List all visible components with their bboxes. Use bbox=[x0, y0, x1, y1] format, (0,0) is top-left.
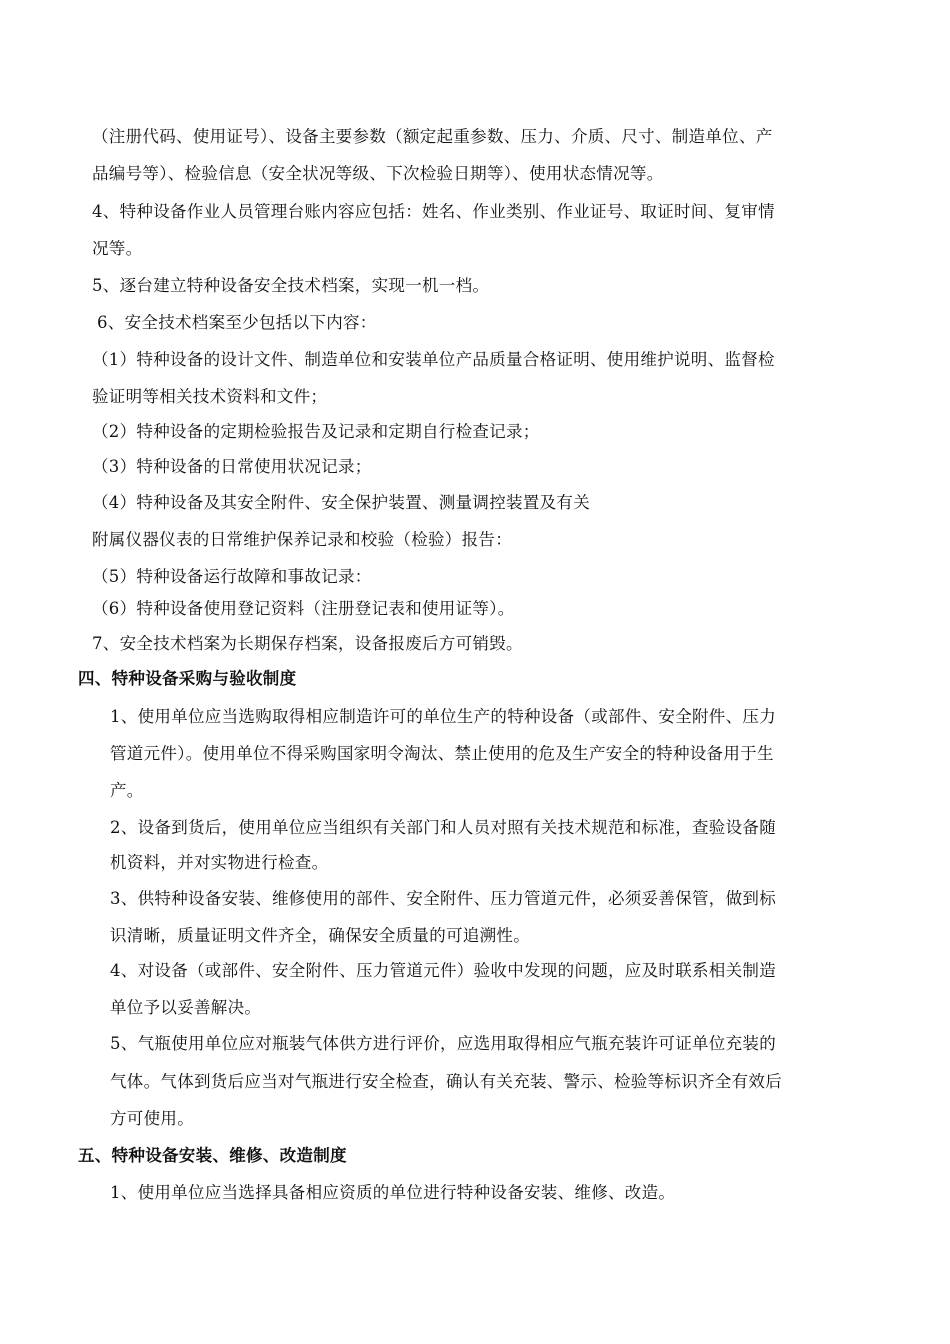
text-line: 5、逐台建立特种设备安全技术档案，实现一机一档。 bbox=[92, 276, 490, 295]
section-heading: 四、特种设备采购与验收制度 bbox=[78, 669, 297, 688]
text-line: 1、使用单位应当选择具备相应资质的单位进行特种设备安装、维修、改造。 bbox=[110, 1183, 676, 1202]
text-line: 4、特种设备作业人员管理台账内容应包括：姓名、作业类别、作业证号、取证时间、复审情 bbox=[92, 202, 775, 221]
section-heading: 五、特种设备安装、维修、改造制度 bbox=[78, 1146, 347, 1165]
text-line: 气体。气体到货后应当对气瓶进行安全检查，确认有关充装、警示、检验等标识齐全有效后 bbox=[110, 1072, 782, 1091]
text-line: 单位予以妥善解决。 bbox=[110, 998, 262, 1017]
text-line: 方可使用。 bbox=[110, 1109, 194, 1128]
text-line: （2）特种设备的定期检验报告及记录和定期自行检查记录； bbox=[92, 422, 540, 441]
text-line: 6、安全技术档案至少包括以下内容： bbox=[97, 313, 377, 332]
text-line: 机资料，并对实物进行检查。 bbox=[110, 853, 329, 872]
text-line: 产。 bbox=[110, 781, 144, 800]
text-line: （4）特种设备及其安全附件、安全保护装置、测量调控装置及有关 bbox=[92, 493, 590, 512]
text-line: 4、对设备（或部件、安全附件、压力管道元件）验收中发现的问题，应及时联系相关制造 bbox=[110, 961, 776, 980]
text-line: （5）特种设备运行故障和事故记录： bbox=[92, 567, 372, 586]
text-line: 识清晰，质量证明文件齐全，确保安全质量的可追溯性。 bbox=[110, 926, 530, 945]
text-line: 1、使用单位应当选购取得相应制造许可的单位生产的特种设备（或部件、安全附件、压力 bbox=[110, 707, 776, 726]
text-line: 2、设备到货后，使用单位应当组织有关部门和人员对照有关技术规范和标准，查验设备随 bbox=[110, 818, 776, 837]
text-line: 验证明等相关技术资料和文件； bbox=[92, 387, 328, 406]
text-line: 况等。 bbox=[92, 239, 143, 258]
text-line: 5、气瓶使用单位应对瓶装气体供方进行评价，应选用取得相应气瓶充装许可证单位充装的 bbox=[110, 1034, 776, 1053]
text-line: 品编号等）、检验信息（安全状况等级、下次检验日期等）、使用状态情况等。 bbox=[92, 164, 664, 183]
text-line: 管道元件）。使用单位不得采购国家明令淘汰、禁止使用的危及生产安全的特种设备用于生 bbox=[110, 744, 774, 763]
text-line: 7、安全技术档案为长期保存档案，设备报废后方可销毁。 bbox=[92, 634, 523, 653]
text-line: 附属仪器仪表的日常维护保养记录和校验（检验）报告： bbox=[92, 530, 512, 549]
text-line: （3）特种设备的日常使用状况记录； bbox=[92, 457, 372, 476]
text-line: （6）特种设备使用登记资料（注册登记表和使用证等）。 bbox=[92, 599, 515, 618]
text-line: （1）特种设备的设计文件、制造单位和安装单位产品质量合格证明、使用维护说明、监督检 bbox=[92, 350, 775, 369]
text-line: 3、供特种设备安装、维修使用的部件、安全附件、压力管道元件，必须妥善保管，做到标 bbox=[110, 889, 776, 908]
text-line: （注册代码、使用证号）、设备主要参数（额定起重参数、压力、介质、尺寸、制造单位、产 bbox=[92, 127, 773, 146]
